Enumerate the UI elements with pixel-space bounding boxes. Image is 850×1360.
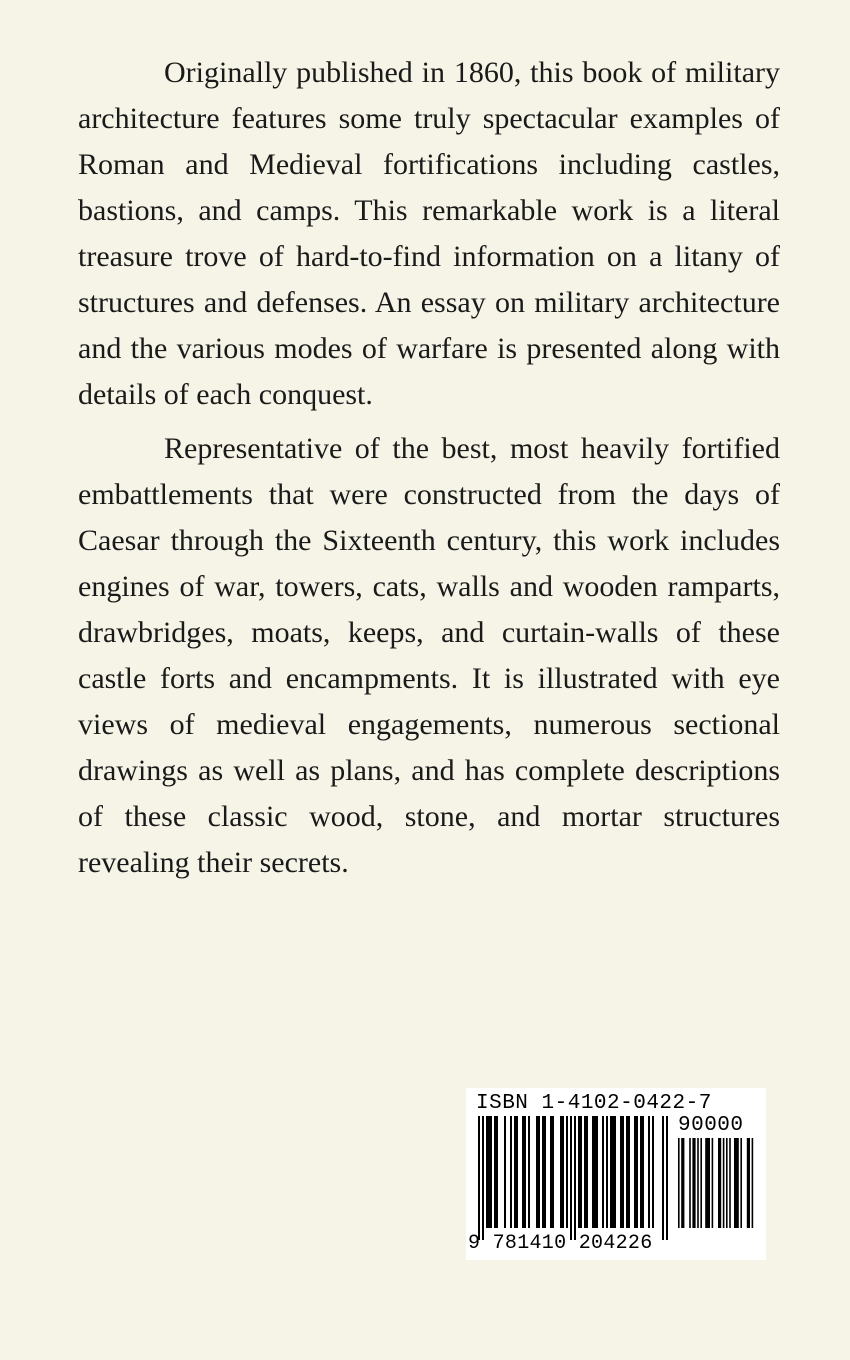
description-paragraph-1: Originally published in 1860, this book of military architecture features some truly spectacular examples of Roman and Medieval fortifications including castles, bastions, and camps. This remarkable work is a literal treasure trove of hard-to-find information on a litany of structures and defenses. An essay on military architecture and the various modes of warfare is presented along with details of each conquest. — [78, 56, 780, 411]
barcode-bar — [560, 1116, 564, 1228]
barcode-bar — [584, 1116, 588, 1228]
barcode-bar — [494, 1116, 498, 1228]
barcode-bar — [566, 1116, 568, 1228]
barcode-bar — [514, 1116, 518, 1228]
barcode-bar — [626, 1116, 630, 1228]
barcode-bar — [536, 1116, 540, 1228]
addon-bar — [678, 1138, 680, 1228]
isbn-label: ISBN 1-4102-0422-7 — [476, 1092, 712, 1115]
barcode-guard-bar — [662, 1116, 664, 1240]
addon-bar — [692, 1138, 695, 1228]
addon-bar — [700, 1138, 702, 1228]
isbn-barcode — [466, 1088, 766, 1260]
barcode-bar — [620, 1116, 624, 1228]
addon-bar — [729, 1138, 731, 1228]
addon-bar — [752, 1138, 754, 1228]
barcode-guard-bar — [666, 1116, 668, 1240]
barcode-bar — [528, 1116, 530, 1228]
barcode-bar — [648, 1116, 650, 1228]
barcode-bar — [634, 1116, 638, 1228]
barcode-bar — [504, 1116, 506, 1228]
barcode-guard-bar — [482, 1116, 484, 1240]
addon-bar — [726, 1138, 728, 1228]
addon-bar — [705, 1138, 710, 1228]
addon-bar — [689, 1138, 691, 1228]
barcode-guard-bar — [570, 1116, 572, 1240]
barcode-bar — [550, 1116, 554, 1228]
barcode-bar — [578, 1116, 582, 1228]
ean-digits: 9 781410 204226 — [468, 1232, 653, 1255]
barcode-bar — [606, 1116, 608, 1228]
barcode-bar — [592, 1116, 598, 1228]
barcode-bar — [602, 1116, 604, 1228]
barcode-bar — [486, 1116, 492, 1228]
barcode-bar — [610, 1116, 616, 1228]
barcode-bar — [510, 1116, 512, 1228]
barcode-guard-bar — [574, 1116, 576, 1240]
addon-bar — [712, 1138, 714, 1228]
description-paragraph-2: Representative of the best, most heavily fortified embattlements that were constructed from the days of Caesar through the Sixteenth century, this work includes engines of war, towers, cats, walls and wooden ramparts, drawbridges, moats, keeps, and curtain-walls of these castle forts and encampments. It is illustrated with eye views of medieval engagements, numerous sectional drawings as well as plans, and has complete descriptions of these classic wood, stone, and mortar structures revealing their secrets. — [78, 432, 780, 879]
addon-bar — [718, 1138, 721, 1228]
addon-bar — [681, 1138, 684, 1228]
addon-bar — [740, 1138, 742, 1228]
barcode-bar — [652, 1116, 654, 1228]
addon-bar — [723, 1138, 725, 1228]
barcode-guard-bar — [478, 1116, 480, 1240]
barcode-bar — [522, 1116, 526, 1228]
addon-bar — [697, 1138, 699, 1228]
price-code: 90000 — [678, 1114, 744, 1137]
addon-bar — [747, 1138, 750, 1228]
barcode-bar — [640, 1116, 644, 1228]
addon-bar — [734, 1138, 739, 1228]
back-cover-description — [78, 50, 780, 894]
barcode-bar — [542, 1116, 546, 1228]
